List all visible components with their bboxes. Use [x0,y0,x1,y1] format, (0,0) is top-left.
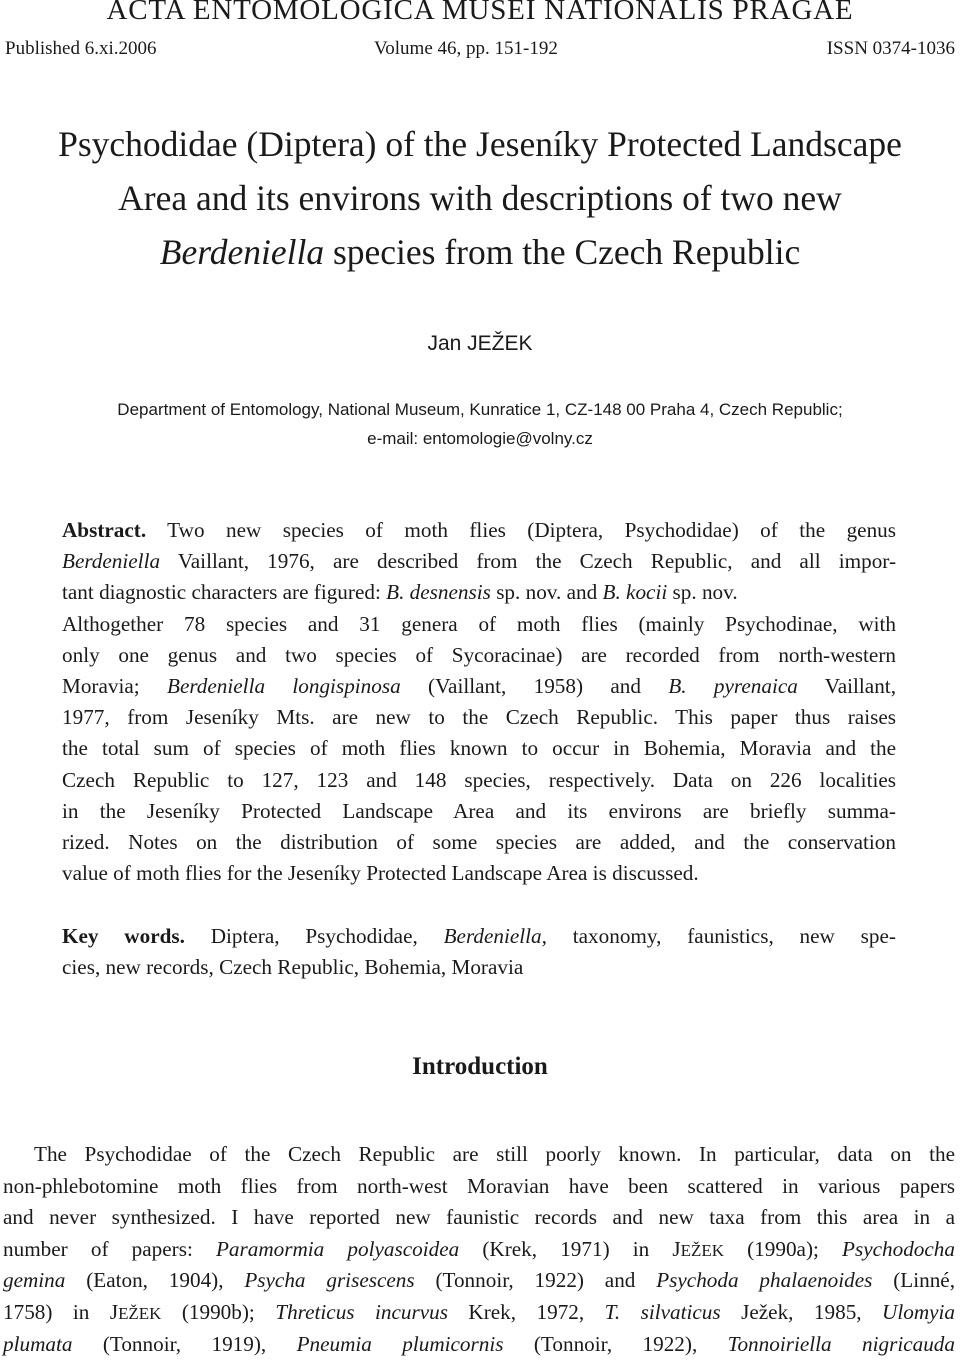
abstract-line: rized. Notes on the distribution of some species are added, and the conservation [62,829,896,854]
abstract [62,515,896,889]
section-heading-introduction: Introduction [412,1053,548,1080]
abstract-line: in the Jeseníky Protected Landscape Area and its environs are briefly summa- [62,798,896,823]
abstract-line: Czech Republic to 127, 123 and 148 species, respectively. Data on 226 localities [62,767,896,792]
title-genus: Berdeniella [159,232,325,272]
affiliation-email: e-mail: entomologie@volny.cz [367,429,593,448]
abstract-line: the total sum of species of moth flies known to occur in Bohemia, Moravia and the [62,736,896,761]
journal-title: ACTA ENTOMOLOGICA MUSEI NATIONALIS PRAGAE [106,0,854,26]
intro-line: 1758) in JEŽEK (1990b); Threticus incurvus Krek, 1972, T. silvaticus Ježek, 1985, Ulomyia [3,1299,956,1324]
abstract-line: Moravia; Berdeniella longispinosa (Vaillant, 1958) and B. pyrenaica Vaillant, [62,673,896,698]
author-name: Jan JEŽEK [427,332,533,355]
intro-line: and never synthesized. I have reported new faunistic records and new taxa from this area in a [3,1205,955,1230]
keywords-line: Key words. Diptera, Psychodidae, Berdeniella, taxonomy, faunistics, new spe- [62,924,896,948]
affiliation-address: Department of Entomology, National Museum, Kunratice 1, CZ-148 00 Praha 4, Czech Republic; [117,400,843,419]
intro-line: The Psychodidae of the Czech Republic are still poorly known. In particular, data on the [34,1142,955,1166]
keywords-line: cies, new records, Czech Republic, Bohemia, Moravia [62,955,524,980]
abstract-line: Althogether 78 species and 31 genera of moth flies (mainly Psychodinae, with [62,611,896,636]
published-date: Published 6.xi.2006 [5,38,157,59]
abstract-line: only one genus and two species of Sycoracinae) are recorded from north-western [62,642,896,667]
abstract-line: tant diagnostic characters are figured: B. desnensis sp. nov. and B. kocii sp. nov. [62,580,738,605]
article-title-line-2: Area and its environs with descriptions of two new [118,178,842,218]
article-title-line-3: Berdeniella species from the Czech Republic [159,232,801,272]
keywords-label: Key words. [62,924,185,948]
article-title-line-1: Psychodidae (Diptera) of the Jeseníky Protected Landscape [58,124,902,164]
issn: ISSN 0374-1036 [826,38,955,59]
intro-line: plumata (Tonnoir, 1919), Pneumia plumicornis (Tonnoir, 1922), Tonnoiriella nigricauda [3,1331,955,1356]
intro-line: number of papers: Paramormia polyascoidea (Krek, 1971) in JEŽEK (1990a); Psychodocha [3,1236,955,1261]
abstract-line: value of moth flies for the Jeseníky Protected Landscape Area is discussed. [62,861,699,886]
intro-line: gemina (Eaton, 1904), Psycha grisescens (Tonnoir, 1922) and Psychoda phalaenoides (Linné, [3,1268,955,1293]
intro-line: non-phlebotomine moth flies from north-west Moravian have been scattered in various papers [3,1173,955,1198]
abstract-line: Abstract. Two new species of moth flies (Diptera, Psychodidae) of the genus [62,518,896,542]
abstract-line: Berdeniella Vaillant, 1976, are described from the Czech Republic, and all impor- [62,549,896,574]
volume-pages: Volume 46, pp. 151-192 [374,38,558,59]
abstract-label: Abstract. [62,518,147,542]
keywords [62,921,896,983]
author-affiliation [0,395,960,453]
introduction-body [3,1139,955,1360]
abstract-line: 1977, from Jeseníky Mts. are new to the Czech Republic. This paper thus raises [62,705,896,730]
